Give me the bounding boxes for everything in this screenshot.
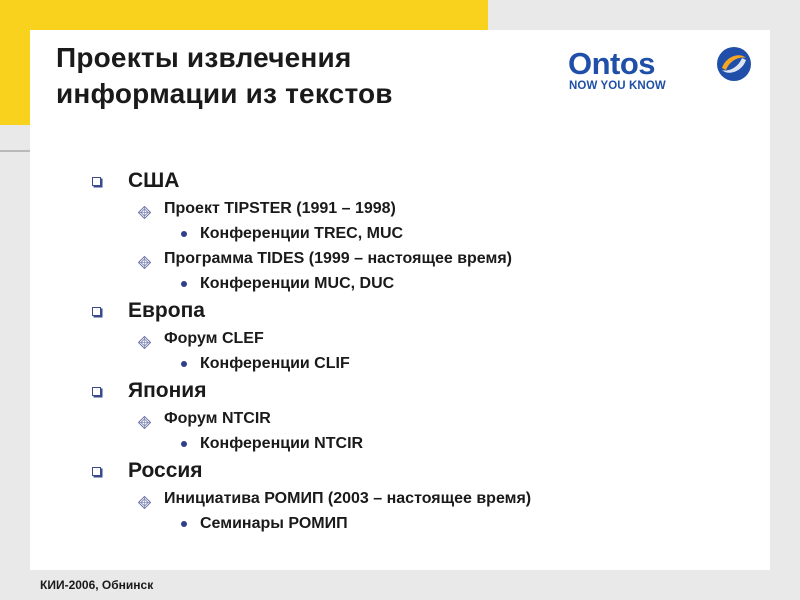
slide-footer: КИИ-2006, Обнинск: [40, 578, 154, 592]
outline-project-label: Инициатива РОМИП (2003 – настоящее время): [164, 490, 532, 507]
outline-region-label: Европа: [128, 299, 205, 322]
outline-event-label: Семинары РОМИП: [200, 515, 348, 532]
outline-event: [90, 511, 750, 536]
diamond-bullet-icon: [138, 252, 151, 265]
outline-region-label: США: [128, 169, 180, 192]
slide-title-line-1: Проекты извлечения: [56, 42, 352, 73]
outline-event-label: Конференции TREC, MUC: [200, 225, 404, 242]
outline-project: [90, 486, 750, 511]
diamond-bullet-icon: [138, 332, 151, 345]
left-divider-line: [0, 150, 30, 152]
logo-tagline: NOW YOU KNOW: [569, 80, 666, 92]
logo-wordmark: Ontos: [568, 46, 656, 81]
outline-project-label: Программа TIDES (1999 – настоящее время): [164, 250, 512, 267]
outline-project-label: Проект TIPSTER (1991 – 1998): [164, 200, 396, 217]
outline-project: [90, 246, 750, 271]
square-bullet-icon: [92, 177, 101, 186]
dot-bullet-icon: [181, 231, 187, 237]
outline-region: [90, 376, 750, 406]
outline-region: [90, 166, 750, 196]
outline-project-label: Форум NTCIR: [164, 410, 271, 427]
diamond-bullet-icon: [138, 412, 151, 425]
square-bullet-icon: [92, 467, 101, 476]
slide-title: [56, 40, 476, 112]
outline-project-label: Форум CLEF: [164, 330, 264, 347]
dot-bullet-icon: [181, 521, 187, 527]
outline-region: [90, 456, 750, 486]
outline-region-label: Япония: [128, 379, 207, 402]
outline-event-label: Конференции CLIF: [200, 355, 350, 372]
ontos-logo: [568, 44, 758, 100]
dot-bullet-icon: [181, 281, 187, 287]
ontos-emblem-icon: [716, 46, 752, 82]
outline-event: [90, 271, 750, 296]
diamond-bullet-icon: [138, 202, 151, 215]
outline-project: [90, 406, 750, 431]
diamond-bullet-icon: [138, 492, 151, 505]
square-bullet-icon: [92, 387, 101, 396]
outline-event: [90, 351, 750, 376]
slide-title-line-2: информации из текстов: [56, 78, 393, 109]
outline-event: [90, 221, 750, 246]
outline-region-label: Россия: [128, 459, 203, 482]
outline-event-label: Конференции NTCIR: [200, 435, 364, 452]
left-accent-bar: [0, 0, 30, 125]
outline-region: [90, 296, 750, 326]
dot-bullet-icon: [181, 441, 187, 447]
outline-event: [90, 431, 750, 456]
project-outline: [90, 166, 750, 536]
outline-project: [90, 326, 750, 351]
outline-project: [90, 196, 750, 221]
dot-bullet-icon: [181, 361, 187, 367]
square-bullet-icon: [92, 307, 101, 316]
top-accent-bar: [0, 0, 488, 30]
outline-event-label: Конференции MUC, DUC: [200, 275, 395, 292]
